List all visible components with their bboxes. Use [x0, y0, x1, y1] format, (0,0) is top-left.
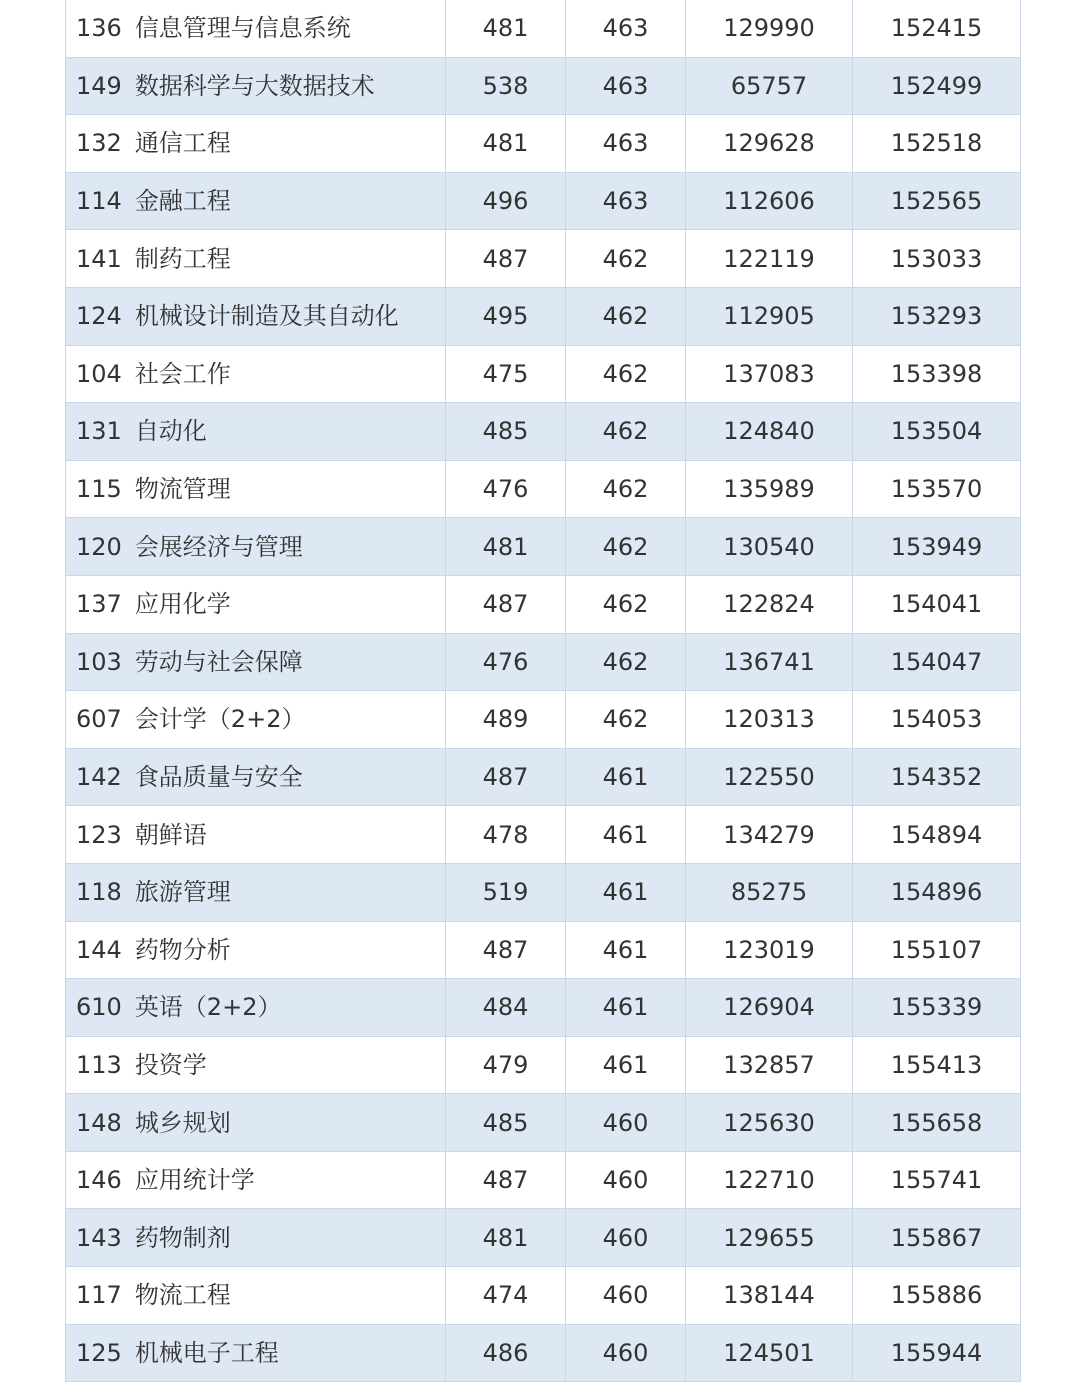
- major-cell: [66, 633, 446, 691]
- score-low-cell: 463: [566, 115, 686, 173]
- major-code: 149: [76, 71, 122, 100]
- table-row: [66, 460, 1021, 518]
- score-low-cell: 462: [566, 345, 686, 403]
- score-high-cell: 474: [446, 1267, 566, 1325]
- rank-low-cell: 153504: [853, 403, 1021, 461]
- major-name: 信息管理与信息系统: [134, 14, 351, 43]
- score-high-cell: 487: [446, 921, 566, 979]
- major-cell: [66, 0, 446, 57]
- rank-high-cell: 124501: [686, 1324, 853, 1382]
- rank-high-cell: 129628: [686, 115, 853, 173]
- major-code: 137: [76, 590, 122, 619]
- major-name: 金融工程: [134, 187, 231, 216]
- score-low-cell: 462: [566, 691, 686, 749]
- table-row: [66, 1094, 1021, 1152]
- major-name: 机械设计制造及其自动化: [134, 302, 399, 331]
- table-body: [66, 0, 1021, 1382]
- major-code: 144: [76, 935, 122, 964]
- table-row: [66, 0, 1021, 57]
- score-low-cell: 461: [566, 863, 686, 921]
- major-cell: [66, 863, 446, 921]
- score-high-cell: 487: [446, 1151, 566, 1209]
- major-name: 物流管理: [134, 475, 231, 504]
- major-cell: [66, 1267, 446, 1325]
- rank-low-cell: 152415: [853, 0, 1021, 57]
- table-row: [66, 518, 1021, 576]
- major-code: 115: [76, 475, 122, 504]
- rank-high-cell: 137083: [686, 345, 853, 403]
- table-row: [66, 863, 1021, 921]
- rank-high-cell: 129990: [686, 0, 853, 57]
- major-name: 通信工程: [134, 129, 231, 158]
- major-cell: [66, 1151, 446, 1209]
- major-code: 117: [76, 1281, 122, 1310]
- table-row: [66, 287, 1021, 345]
- major-code: 136: [76, 14, 122, 43]
- table-row: [66, 1267, 1021, 1325]
- table-row: [66, 806, 1021, 864]
- table-row: [66, 57, 1021, 115]
- major-name: 药物分析: [134, 935, 231, 964]
- rank-low-cell: 154053: [853, 691, 1021, 749]
- score-high-cell: 481: [446, 1209, 566, 1267]
- major-cell: [66, 921, 446, 979]
- major-code: 120: [76, 532, 122, 561]
- major-name: 应用化学: [134, 590, 231, 619]
- score-low-cell: 460: [566, 1151, 686, 1209]
- table-row: [66, 230, 1021, 288]
- score-high-cell: 495: [446, 287, 566, 345]
- major-code: 142: [76, 763, 122, 792]
- rank-low-cell: 154041: [853, 575, 1021, 633]
- rank-high-cell: 120313: [686, 691, 853, 749]
- score-low-cell: 463: [566, 57, 686, 115]
- rank-high-cell: 136741: [686, 633, 853, 691]
- rank-high-cell: 129655: [686, 1209, 853, 1267]
- rank-low-cell: 155944: [853, 1324, 1021, 1382]
- major-cell: [66, 691, 446, 749]
- table-row: [66, 633, 1021, 691]
- major-name: 制药工程: [134, 244, 231, 273]
- table-row: [66, 979, 1021, 1037]
- rank-low-cell: 152565: [853, 172, 1021, 230]
- major-cell: [66, 57, 446, 115]
- major-code: 148: [76, 1108, 122, 1137]
- major-cell: [66, 345, 446, 403]
- major-cell: [66, 287, 446, 345]
- table-row: [66, 1324, 1021, 1382]
- rank-low-cell: 155867: [853, 1209, 1021, 1267]
- rank-low-cell: 153293: [853, 287, 1021, 345]
- rank-low-cell: 153949: [853, 518, 1021, 576]
- major-cell: [66, 979, 446, 1037]
- table-row: [66, 575, 1021, 633]
- rank-high-cell: 138144: [686, 1267, 853, 1325]
- score-high-cell: 487: [446, 230, 566, 288]
- score-low-cell: 462: [566, 518, 686, 576]
- score-low-cell: 462: [566, 230, 686, 288]
- major-cell: [66, 460, 446, 518]
- table-row: [66, 172, 1021, 230]
- rank-low-cell: 155413: [853, 1036, 1021, 1094]
- score-high-cell: 481: [446, 0, 566, 57]
- major-code: 103: [76, 647, 122, 676]
- score-low-cell: 462: [566, 403, 686, 461]
- rank-high-cell: 124840: [686, 403, 853, 461]
- major-code: 125: [76, 1338, 122, 1367]
- table-row: [66, 403, 1021, 461]
- major-code: 118: [76, 878, 122, 907]
- rank-low-cell: 153398: [853, 345, 1021, 403]
- rank-low-cell: 154894: [853, 806, 1021, 864]
- rank-low-cell: 153570: [853, 460, 1021, 518]
- major-name: 食品质量与安全: [134, 763, 303, 792]
- major-code: 146: [76, 1166, 122, 1195]
- major-name: 旅游管理: [134, 878, 231, 907]
- score-high-cell: 476: [446, 633, 566, 691]
- rank-high-cell: 125630: [686, 1094, 853, 1152]
- score-low-cell: 463: [566, 0, 686, 57]
- score-high-cell: 489: [446, 691, 566, 749]
- major-name: 城乡规划: [134, 1108, 231, 1137]
- score-high-cell: 479: [446, 1036, 566, 1094]
- score-high-cell: 519: [446, 863, 566, 921]
- major-cell: [66, 115, 446, 173]
- score-low-cell: 461: [566, 1036, 686, 1094]
- rank-high-cell: 122710: [686, 1151, 853, 1209]
- major-code: 114: [76, 187, 122, 216]
- table-row: [66, 691, 1021, 749]
- table-row: [66, 921, 1021, 979]
- score-low-cell: 461: [566, 748, 686, 806]
- major-cell: [66, 575, 446, 633]
- major-name: 应用统计学: [134, 1166, 255, 1195]
- rank-low-cell: 153033: [853, 230, 1021, 288]
- major-cell: [66, 1094, 446, 1152]
- score-high-cell: 487: [446, 575, 566, 633]
- rank-high-cell: 122119: [686, 230, 853, 288]
- rank-high-cell: 112606: [686, 172, 853, 230]
- major-code: 132: [76, 129, 122, 158]
- score-low-cell: 463: [566, 172, 686, 230]
- major-name: 机械电子工程: [134, 1338, 279, 1367]
- major-name: 英语（2+2）: [134, 993, 282, 1022]
- score-high-cell: 478: [446, 806, 566, 864]
- rank-low-cell: 152518: [853, 115, 1021, 173]
- rank-high-cell: 122824: [686, 575, 853, 633]
- table-row: [66, 345, 1021, 403]
- score-high-cell: 486: [446, 1324, 566, 1382]
- rank-low-cell: 152499: [853, 57, 1021, 115]
- rank-high-cell: 123019: [686, 921, 853, 979]
- rank-low-cell: 154047: [853, 633, 1021, 691]
- score-high-cell: 496: [446, 172, 566, 230]
- score-high-cell: 538: [446, 57, 566, 115]
- score-low-cell: 462: [566, 633, 686, 691]
- score-low-cell: 460: [566, 1267, 686, 1325]
- rank-high-cell: 122550: [686, 748, 853, 806]
- score-high-cell: 475: [446, 345, 566, 403]
- score-low-cell: 460: [566, 1209, 686, 1267]
- score-high-cell: 481: [446, 115, 566, 173]
- table-row: [66, 1151, 1021, 1209]
- score-high-cell: 484: [446, 979, 566, 1037]
- rank-high-cell: 112905: [686, 287, 853, 345]
- table-row: [66, 1036, 1021, 1094]
- score-high-cell: 485: [446, 403, 566, 461]
- rank-low-cell: 155107: [853, 921, 1021, 979]
- score-low-cell: 461: [566, 979, 686, 1037]
- rank-low-cell: 155741: [853, 1151, 1021, 1209]
- major-name: 会计学（2+2）: [134, 705, 306, 734]
- major-name: 药物制剂: [134, 1223, 231, 1252]
- major-cell: [66, 806, 446, 864]
- score-low-cell: 461: [566, 806, 686, 864]
- major-cell: [66, 230, 446, 288]
- rank-high-cell: 135989: [686, 460, 853, 518]
- rank-high-cell: 126904: [686, 979, 853, 1037]
- rank-high-cell: 85275: [686, 863, 853, 921]
- table-row: [66, 1209, 1021, 1267]
- major-name: 劳动与社会保障: [134, 647, 303, 676]
- major-name: 物流工程: [134, 1281, 231, 1310]
- score-low-cell: 460: [566, 1094, 686, 1152]
- rank-low-cell: 154352: [853, 748, 1021, 806]
- rank-low-cell: 154896: [853, 863, 1021, 921]
- score-low-cell: 462: [566, 287, 686, 345]
- major-code: 123: [76, 820, 122, 849]
- admission-score-table: [65, 0, 1021, 1382]
- major-cell: [66, 172, 446, 230]
- major-name: 朝鲜语: [134, 820, 207, 849]
- major-code: 610: [76, 993, 122, 1022]
- rank-high-cell: 65757: [686, 57, 853, 115]
- major-cell: [66, 748, 446, 806]
- rank-low-cell: 155886: [853, 1267, 1021, 1325]
- major-cell: [66, 1209, 446, 1267]
- major-name: 投资学: [134, 1050, 207, 1079]
- major-name: 自动化: [134, 417, 207, 446]
- rank-high-cell: 134279: [686, 806, 853, 864]
- table-row: [66, 748, 1021, 806]
- score-high-cell: 487: [446, 748, 566, 806]
- major-code: 104: [76, 359, 122, 388]
- major-cell: [66, 1036, 446, 1094]
- major-cell: [66, 1324, 446, 1382]
- score-low-cell: 462: [566, 575, 686, 633]
- rank-high-cell: 130540: [686, 518, 853, 576]
- major-code: 141: [76, 244, 122, 273]
- major-code: 131: [76, 417, 122, 446]
- score-low-cell: 460: [566, 1324, 686, 1382]
- major-code: 143: [76, 1223, 122, 1252]
- score-high-cell: 481: [446, 518, 566, 576]
- major-cell: [66, 403, 446, 461]
- score-low-cell: 461: [566, 921, 686, 979]
- major-code: 124: [76, 302, 122, 331]
- table-row: [66, 115, 1021, 173]
- major-name: 社会工作: [134, 359, 231, 388]
- major-cell: [66, 518, 446, 576]
- rank-low-cell: 155658: [853, 1094, 1021, 1152]
- major-name: 数据科学与大数据技术: [134, 71, 375, 100]
- score-high-cell: 485: [446, 1094, 566, 1152]
- score-low-cell: 462: [566, 460, 686, 518]
- major-code: 607: [76, 705, 122, 734]
- rank-high-cell: 132857: [686, 1036, 853, 1094]
- rank-low-cell: 155339: [853, 979, 1021, 1037]
- score-high-cell: 476: [446, 460, 566, 518]
- major-name: 会展经济与管理: [134, 532, 303, 561]
- major-code: 113: [76, 1050, 122, 1079]
